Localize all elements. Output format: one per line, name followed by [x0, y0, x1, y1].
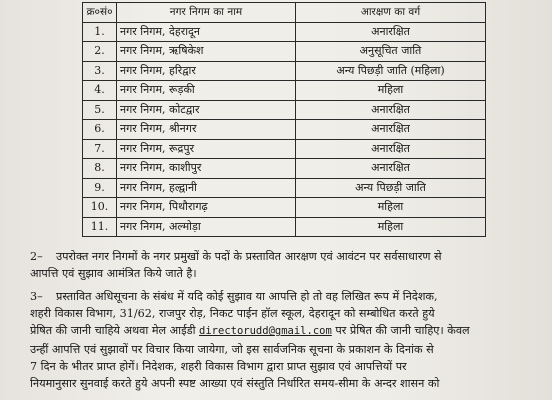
table-row [83, 120, 486, 140]
row-serial: 6. [83, 120, 117, 140]
paragraph-3-line-3: प्रेषित की जानी चाहिये अथवा मेल आईडी directorudd@gmail.com पर प्रेषित की जानी चाहिए। केवल [30, 324, 470, 338]
table-row [83, 42, 486, 62]
paragraph-3-line-4: उन्हीं आपत्ति एवं सुझावों पर विचार किया जायेगा, जो इस सार्वजनिक सूचना के प्रकाशन के दिनांक से [30, 342, 434, 356]
email-link[interactable]: directorudd@gmail.com [199, 325, 332, 338]
table-row [83, 178, 486, 198]
table-row [83, 22, 486, 42]
paragraph-3-line-6: नियमानुसार सुनवाई करते हुये अपनी स्पष्ट आख्या एवं संस्तुति निर्धारित समय-सीमा के अन्दर शासन को [30, 377, 440, 391]
row-corporation: नगर निगम, अल्मोड़ा [117, 217, 296, 237]
table-row [83, 198, 486, 218]
table-row [83, 139, 486, 159]
row-category: अनारक्षित [296, 22, 486, 42]
paragraph-3-line-2: शहरी विकास विभाग, 31/62, राजपुर रोड़, निकट पाईन हॉल स्कूल, देहरादून को सम्बोधित करते हुये [30, 307, 435, 321]
reservation-table [82, 2, 486, 237]
header-corporation-name: नगर निगम का नाम [117, 3, 296, 23]
row-serial: 10. [83, 198, 117, 218]
table-row [83, 217, 486, 237]
row-category: महिला [296, 198, 486, 218]
paragraph-2-line-1: 2– उपरोक्त नगर निगमों के नगर प्रमुखों के पदों के प्रस्तावित आरक्षण एवं आवंटन पर सर्वसाधारण से [30, 248, 530, 265]
paragraph-2 [30, 248, 530, 282]
row-corporation: नगर निगम, रूड़की [117, 81, 296, 101]
paragraph-2-number: 2– [30, 250, 43, 263]
row-serial: 4. [83, 81, 117, 101]
row-category: अनारक्षित [296, 159, 486, 179]
row-corporation: नगर निगम, हरिद्वार [117, 61, 296, 81]
paragraph-3-line-1: 3– प्रस्तावित अधिसूचना के संबंध में यदि कोई सुझाव या आपत्ति हो तो वह लिखित रूप में निदेशक, [30, 288, 530, 305]
paragraph-2-line-2: आपत्ति एवं सुझाव आमंत्रित किये जाते है। [30, 267, 197, 281]
row-category: महिला [296, 81, 486, 101]
table-header-row [83, 3, 486, 23]
row-corporation: नगर निगम, श्रीनगर [117, 120, 296, 140]
row-category: अनारक्षित [296, 139, 486, 159]
row-category: अन्य पिछड़ी जाति [296, 178, 486, 198]
row-serial: 11. [83, 217, 117, 237]
row-category: अनारक्षित [296, 120, 486, 140]
row-corporation: नगर निगम, पिथौरागढ़ [117, 198, 296, 218]
row-serial: 9. [83, 178, 117, 198]
table-row [83, 159, 486, 179]
paragraph-3 [30, 288, 530, 392]
header-reservation-category: आरक्षण का वर्ग [296, 3, 486, 23]
row-serial: 7. [83, 139, 117, 159]
row-serial: 2. [83, 42, 117, 62]
row-corporation: नगर निगम, ऋषिकेश [117, 42, 296, 62]
row-serial: 3. [83, 61, 117, 81]
row-corporation: नगर निगम, हल्द्वानी [117, 178, 296, 198]
paragraph-3-line-5: 7 दिन के भीतर प्राप्त होगें। निदेशक, शहरी विकास विभाग द्वारा प्राप्त सुझाव एवं आपत्तियों पर [30, 359, 407, 373]
row-corporation: नगर निगम, कोटद्वार [117, 100, 296, 120]
row-category: महिला [296, 217, 486, 237]
row-category: अनारक्षित [296, 100, 486, 120]
row-serial: 1. [83, 22, 117, 42]
header-serial-no: क्र०सं० [83, 3, 117, 23]
row-category: अनुसूचित जाति [296, 42, 486, 62]
paragraph-3-number: 3– [30, 290, 43, 303]
table-row [83, 61, 486, 81]
row-serial: 5. [83, 100, 117, 120]
row-category: अन्य पिछड़ी जाति (महिला) [296, 61, 486, 81]
row-corporation: नगर निगम, रूद्रपुर [117, 139, 296, 159]
row-corporation: नगर निगम, काशीपुर [117, 159, 296, 179]
row-serial: 8. [83, 159, 117, 179]
row-corporation: नगर निगम, देहरादून [117, 22, 296, 42]
table-row [83, 81, 486, 101]
table-row [83, 100, 486, 120]
